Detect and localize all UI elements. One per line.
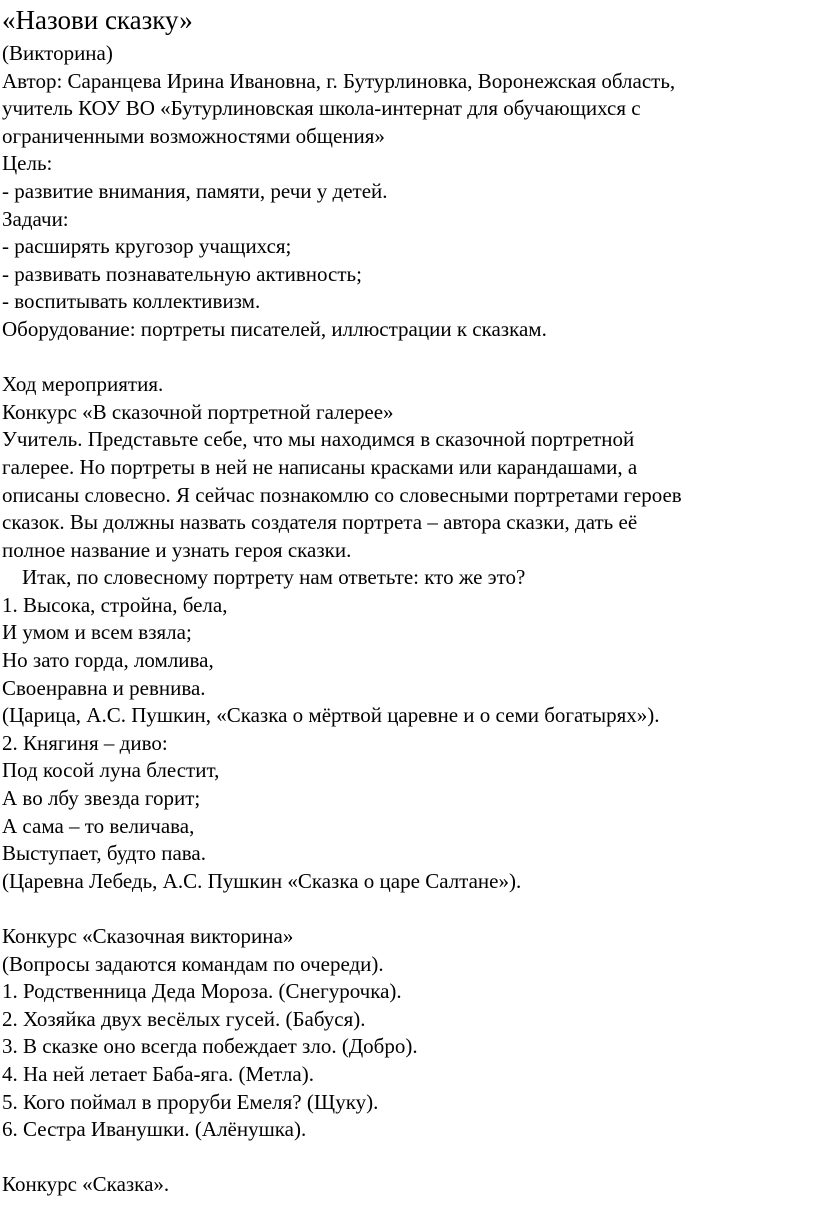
contest-note: (Вопросы задаются командам по очереди). [2, 951, 384, 976]
blank-line [2, 895, 816, 923]
task-item: - воспитывать коллективизм. [2, 289, 261, 314]
paragraph-line: Итак, по словесному портрету нам ответьте: кто же это? [22, 565, 526, 590]
quiz-item: 2. Хозяйка двух весёлых гусей. (Бабуся). [2, 1006, 366, 1031]
document-title: «Назови сказку» [2, 5, 193, 35]
tasks-heading: Задачи: [2, 206, 69, 231]
goal-heading: Цель: [2, 151, 53, 176]
document-page [0, 3, 816, 1225]
author-line: ограниченными возможностями общения» [2, 123, 385, 148]
paragraph-line: Учитель. Представьте себе, что мы находимся в сказочной портретной [2, 427, 635, 452]
paragraph-line: полное название и узнать героя сказки. [2, 537, 352, 562]
author-line: Автор: Саранцева Ирина Ивановна, г. Бутурлиновка, Воронежская область, [2, 68, 676, 93]
quiz-item: 6. Сестра Иванушки. (Алёнушка). [2, 1117, 307, 1142]
blank-line [2, 344, 816, 372]
poem-line: Своенравна и ревнива. [2, 675, 206, 700]
goal-item: - развитие внимания, памяти, речи у детей. [2, 178, 388, 203]
task-item: - развивать познавательную активность; [2, 261, 362, 286]
author-line: учитель КОУ ВО «Бутурлиновская школа-интернат для обучающихся с [2, 96, 641, 121]
poem-line: Под косой луна блестит, [2, 758, 220, 783]
poem-line: Но зато горда, ломлива, [2, 648, 214, 673]
poem-line: А во лбу звезда горит; [2, 786, 201, 811]
answer-line: (Царевна Лебедь, А.С. Пушкин «Сказка о царе Салтане»). [2, 868, 522, 893]
paragraph-line: описаны словесно. Я сейчас познакомлю со словесными портретами героев [2, 482, 682, 507]
paragraph-line: галерее. Но портреты в ней не написаны красками или карандашами, а [2, 454, 638, 479]
contest-heading: Конкурс «Сказка». [2, 1172, 170, 1197]
contest-heading: Конкурс «Сказочная викторина» [2, 924, 294, 948]
section-heading: Ход мероприятия. [2, 372, 164, 397]
blank-line [2, 1144, 816, 1172]
contest-heading: Конкурс «В сказочной портретной галерее» [2, 399, 394, 424]
poem-line: И умом и всем взяла; [2, 620, 192, 645]
answer-line: (Царица, А.С. Пушкин, «Сказка о мёртвой царевне и о семи богатырях»). [2, 703, 660, 728]
subtitle: (Викторина) [2, 41, 113, 65]
task-item: - расширять кругозор учащихся; [2, 234, 292, 259]
quiz-item: 3. В сказке оно всегда побеждает зло. (Добро). [2, 1034, 418, 1059]
paragraph-line: сказок. Вы должны назвать создателя портрета – автора сказки, дать её [2, 510, 638, 535]
poem-line: Выступает, будто пава. [2, 841, 206, 866]
poem-line: 2. Княгиня – диво: [2, 730, 168, 755]
poem-line: А сама – то величава, [2, 813, 195, 838]
quiz-item: 5. Кого поймал в проруби Емеля? (Щуку). [2, 1089, 379, 1114]
equipment-line: Оборудование: портреты писателей, иллюстрации к сказкам. [2, 316, 547, 341]
quiz-item: 4. На ней летает Баба-яга. (Метла). [2, 1061, 314, 1086]
poem-line: 1. Высока, стройна, бела, [2, 592, 228, 617]
quiz-item: 1. Родственница Деда Мороза. (Снегурочка). [2, 979, 402, 1004]
